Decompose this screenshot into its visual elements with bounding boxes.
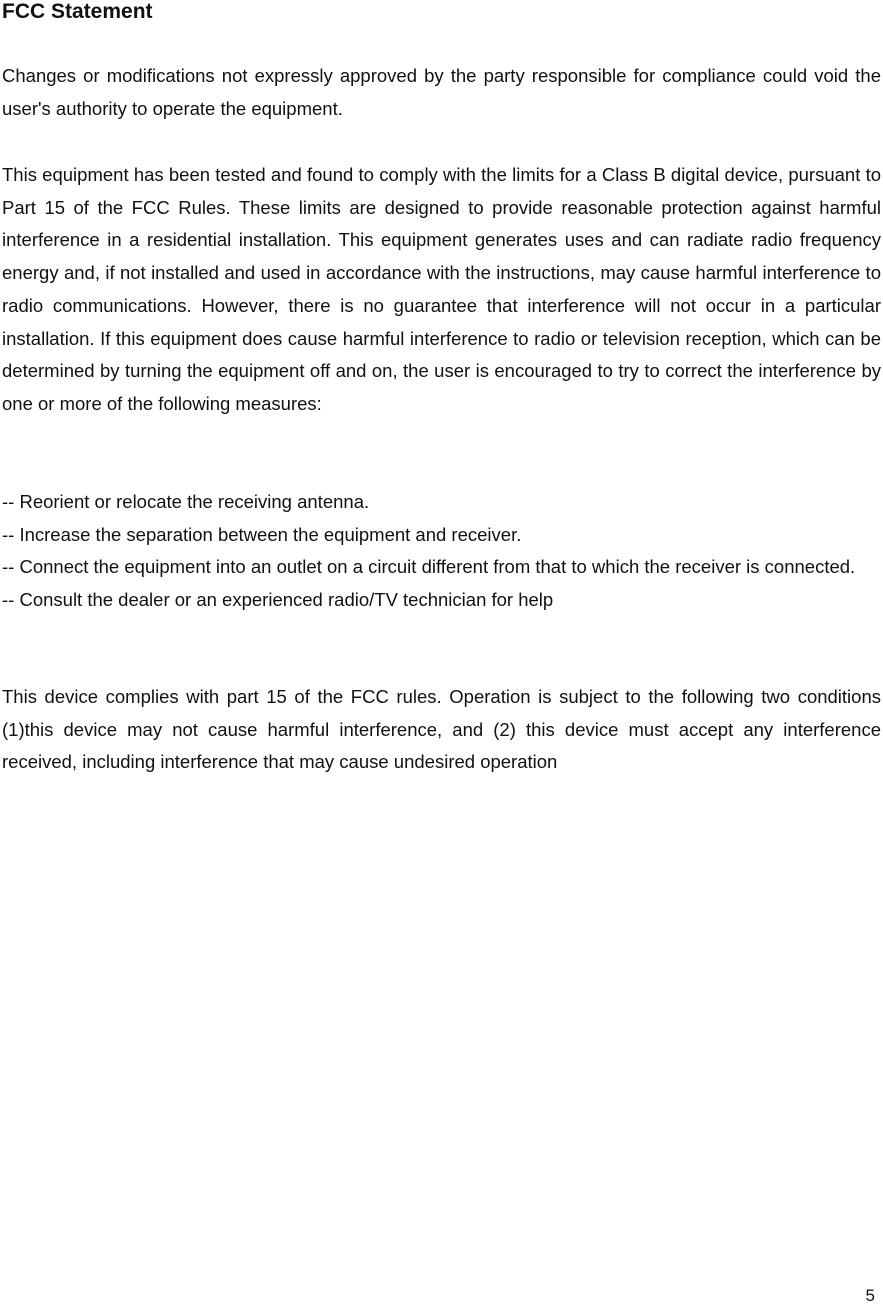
- part-15-conditions-paragraph: This device complies with part 15 of the FCC rules. Operation is subject to the following two conditions (1)this device may not cause harmful interference, and (2) this device must accept any interference received, including interference that may cause undesired operation: [2, 686, 881, 773]
- measure-list-item: -- Increase the separation between the equipment and receiver.: [2, 523, 522, 545]
- page-title: FCC Statement: [2, 0, 153, 23]
- measure-list-item: -- Connect the equipment into an outlet on a circuit different from that to which the receiver is connected.: [2, 556, 856, 578]
- modifications-warning-paragraph: Changes or modifications not expressly approved by the party responsible for compliance could void the user's authority to operate the equipment.: [2, 65, 881, 119]
- measure-list-item: -- Consult the dealer or an experienced radio/TV technician for help: [2, 589, 554, 611]
- page-number: 5: [865, 1286, 875, 1305]
- measure-list-item: -- Reorient or relocate the receiving antenna.: [2, 491, 370, 512]
- fcc-statement-page: [2, 0, 881, 1309]
- class-b-compliance-paragraph: This equipment has been tested and found to comply with the limits for a Class B digital device, pursuant to Part 15 of the FCC Rules. These limits are designed to provide reasonable protection against harmful interference in a residential installation. This equipment generates uses and can radiate radio frequency energy and, if not installed and used in accordance with the instructions, may cause harmful interference to radio communications. However, there is no guarantee that interference will not occur in a particular installation. If this equipment does cause harmful interference to radio or television reception, which can be determined by turning the equipment off and on, the user is encouraged to try to correct the interference by one or more of the following measures:: [2, 164, 881, 414]
- interference-measures-list: [2, 486, 881, 617]
